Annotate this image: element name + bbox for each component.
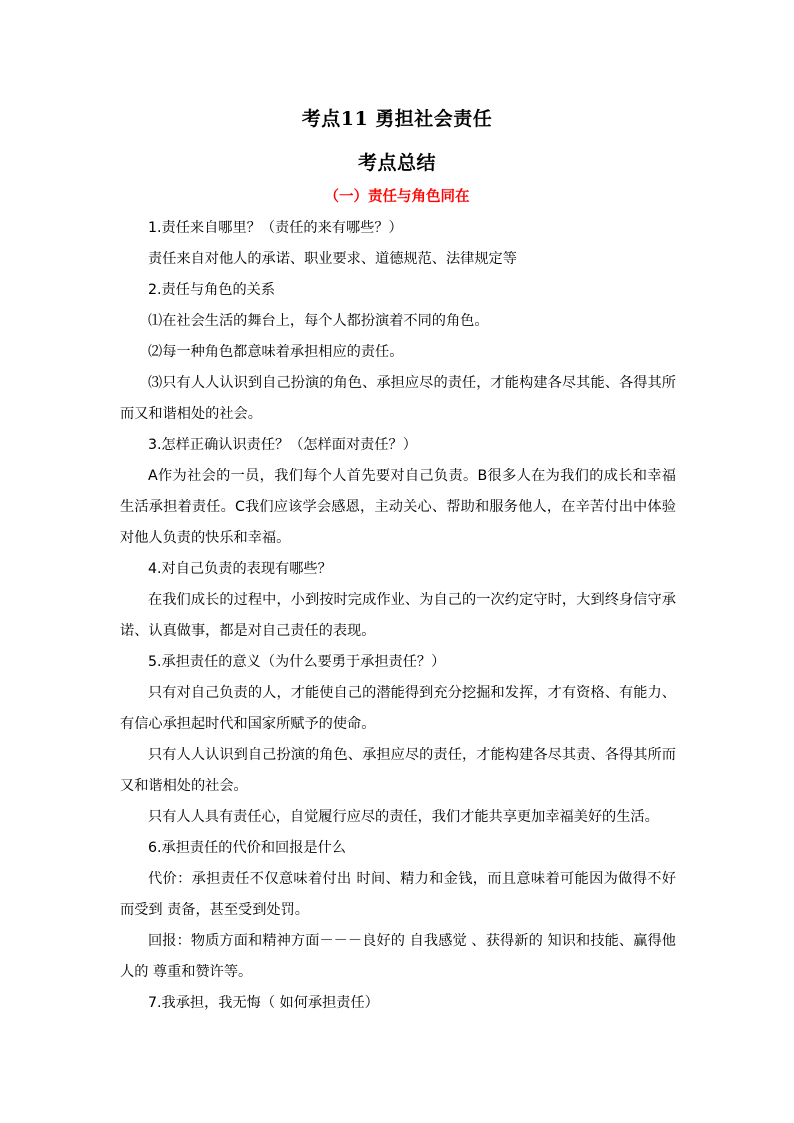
section-heading: （一）责任与角色同在 [324, 189, 470, 205]
answer-1: 责任来自对他人的承诺、职业要求、道德规范、法律规定等 [148, 251, 517, 267]
question-6: 6.承担责任的代价和回报是什么 [148, 840, 346, 856]
document-title: 考点11 勇担社会责任 [301, 108, 493, 130]
question-7: 7.我承担，我无悔（ 如何承担责任） [148, 995, 379, 1011]
question-4: 4.对自己负责的表现有哪些？ [148, 561, 332, 577]
answer-5-point-1: 只有对自己负责的人，才能使自己的潜能得到充分挖掘和发挥，才有资格、有能力、有信心承担起时代和国家所赋予的使命。 [120, 685, 676, 732]
document-subtitle: 考点总结 [357, 152, 436, 174]
question-3: 3.怎样正确认识责任？（怎样面对责任？） [148, 437, 417, 453]
answer-4: 在我们成长的过程中，小到按时完成作业、为自己的一次约定守时，大到终身信守承诺、认真做事，都是对自己责任的表现。 [120, 592, 676, 639]
answer-2-point-2: ⑵每一种角色都意味着承担相应的责任。 [148, 344, 404, 360]
answer-6-reward: 回报：物质方面和精神方面－－－良好的 自我感觉 、获得新的 知识和技能、赢得他人的 尊重和赞许等。 [120, 933, 676, 980]
answer-3: A作为社会的一员，我们每个人首先要对自己负责。B很多人在为我们的成长和幸福生活承担着责任。C我们应该学会感恩，主动关心、帮助和服务他人，在辛苦付出中体验对他人负责的快乐和幸福。 [120, 468, 676, 546]
question-5: 5.承担责任的意义（为什么要勇于承担责任？） [148, 654, 446, 670]
answer-6-cost: 代价：承担责任不仅意味着付出 时间、精力和金钱，而且意味着可能因为做得不好而受到 责备，甚至受到处罚。 [120, 871, 676, 918]
answer-2-point-3: ⑶只有人人认识到自己扮演的角色、承担应尽的责任，才能构建各尽其能、各得其所而又和谐相处的社会。 [120, 375, 676, 422]
answer-5-point-3: 只有人人具有责任心，自觉履行应尽的责任，我们才能共享更加幸福美好的生活。 [148, 809, 659, 825]
answer-2-point-1: ⑴在社会生活的舞台上，每个人都扮演着不同的角色。 [148, 313, 489, 329]
document-body [120, 213, 676, 1019]
question-2: 2.责任与角色的关系 [148, 282, 276, 298]
answer-5-point-2: 只有人人认识到自己扮演的角色、承担应尽的责任，才能构建各尽其责、各得其所而又和谐相处的社会。 [120, 747, 676, 794]
question-1: 1.责任来自哪里？（责任的来有哪些？） [148, 220, 403, 236]
